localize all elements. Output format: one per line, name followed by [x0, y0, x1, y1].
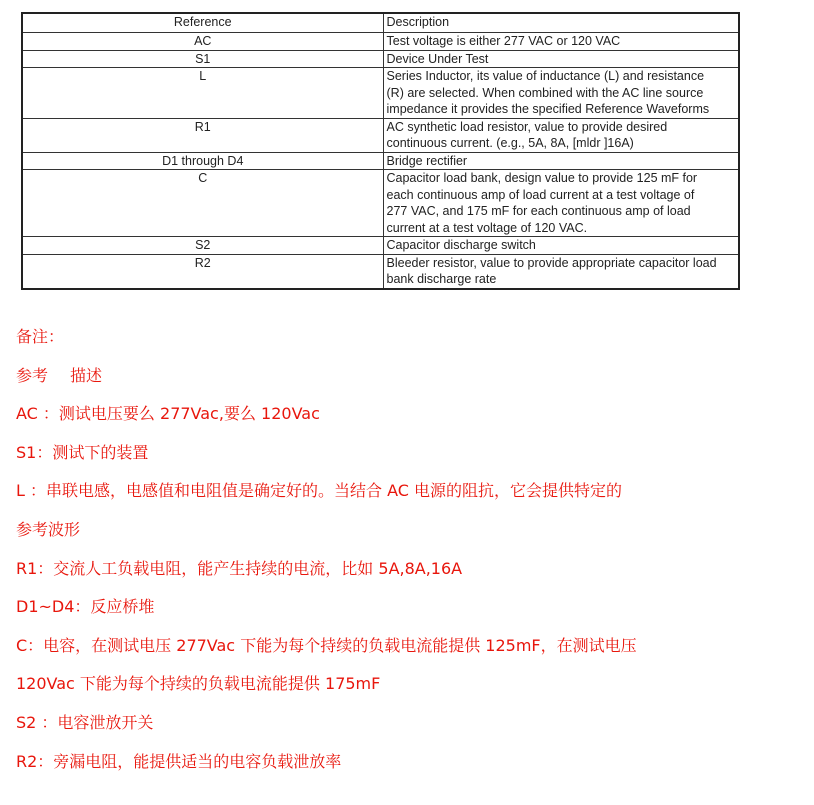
row-description: [383, 118, 739, 152]
note-line: R1：交流人工负载电阻，能产生持续的电流，比如 5A,8A,16A: [16, 558, 463, 578]
notes-header-ref: 参考: [16, 365, 49, 385]
table-row: [22, 170, 739, 237]
description-line: bank discharge rate: [386, 272, 497, 286]
description-line: current at a test voltage of 120 VAC.: [386, 220, 588, 235]
row-description: [383, 237, 739, 255]
row-description: [383, 50, 739, 68]
row-description: [383, 170, 739, 237]
notes-header: [16, 357, 637, 396]
note-line: 参考波形: [16, 519, 81, 539]
row-reference: R2: [22, 254, 383, 289]
reference-table: [21, 12, 740, 290]
description-line: continuous current. (e.g., 5A, 8A, [mldr ]16A): [386, 136, 634, 150]
note-line: L ：串联电感，电感值和电阻值是确定好的。当结合 AC 电源的阻抗，它会提供特定的: [16, 481, 623, 501]
table-row: [22, 68, 739, 119]
description-line: (R) are selected. When combined with the AC line source: [386, 85, 704, 100]
table-body: [22, 33, 739, 289]
note-line: D1~D4：反应桥堆: [16, 597, 155, 617]
row-reference: C: [22, 170, 383, 237]
row-reference: S1: [22, 50, 383, 68]
description-column-header: Description: [383, 13, 739, 33]
description-line: AC synthetic load resistor, value to provide desired: [386, 119, 668, 134]
description-line: 277 VAC, and 175 mF for each continuous amp of load: [386, 204, 691, 218]
row-reference: R1: [22, 118, 383, 152]
description-line: Test voltage is either 277 VAC or 120 VAC: [386, 34, 621, 48]
notes-header-desc: 描述: [70, 365, 103, 385]
row-description: [383, 152, 739, 170]
notes-lines: [16, 395, 637, 781]
table-row: [22, 50, 739, 68]
row-reference: D1 through D4: [22, 152, 383, 170]
description-line: impedance it provides the specified Reference Waveforms: [386, 102, 710, 116]
description-line: Series Inductor, its value of inductance (L) and resistance: [386, 69, 705, 83]
reference-column-header: Reference: [22, 13, 383, 33]
table-row: [22, 237, 739, 255]
row-description: [383, 254, 739, 289]
note-line: S1：测试下的装置: [16, 442, 149, 462]
row-reference: AC: [22, 33, 383, 51]
note-line: AC ：测试电压要么 277Vac,要么 120Vac: [16, 404, 320, 424]
notes-section: [16, 318, 637, 781]
row-reference: L: [22, 68, 383, 119]
row-description: [383, 68, 739, 119]
description-line: Bridge rectifier: [386, 153, 468, 168]
description-line: Device Under Test: [386, 51, 489, 66]
note-line: C：电容，在测试电压 277Vac 下能为每个持续的负载电流能提供 125mF，在测试电压: [16, 635, 637, 655]
description-line: Bleeder resistor, value to provide appropriate capacitor load: [386, 255, 717, 270]
table-row: [22, 118, 739, 152]
table-header-row: [22, 13, 739, 33]
note-line: 120Vac 下能为每个持续的负载电流能提供 175mF: [16, 674, 381, 694]
description-line: Capacitor load bank, design value to provide 125 mF for: [386, 171, 698, 185]
note-line: R2：旁漏电阻，能提供适当的电容负载泄放率: [16, 751, 342, 771]
note-line: S2 ：电容泄放开关: [16, 712, 154, 732]
description-line: Capacitor discharge switch: [386, 238, 536, 252]
table-row: [22, 33, 739, 51]
description-line: each continuous amp of load current at a test voltage of: [386, 187, 695, 202]
table-row: [22, 152, 739, 170]
row-description: [383, 33, 739, 51]
notes-title: 备注：: [16, 327, 65, 346]
table-row: [22, 254, 739, 289]
row-reference: S2: [22, 237, 383, 255]
